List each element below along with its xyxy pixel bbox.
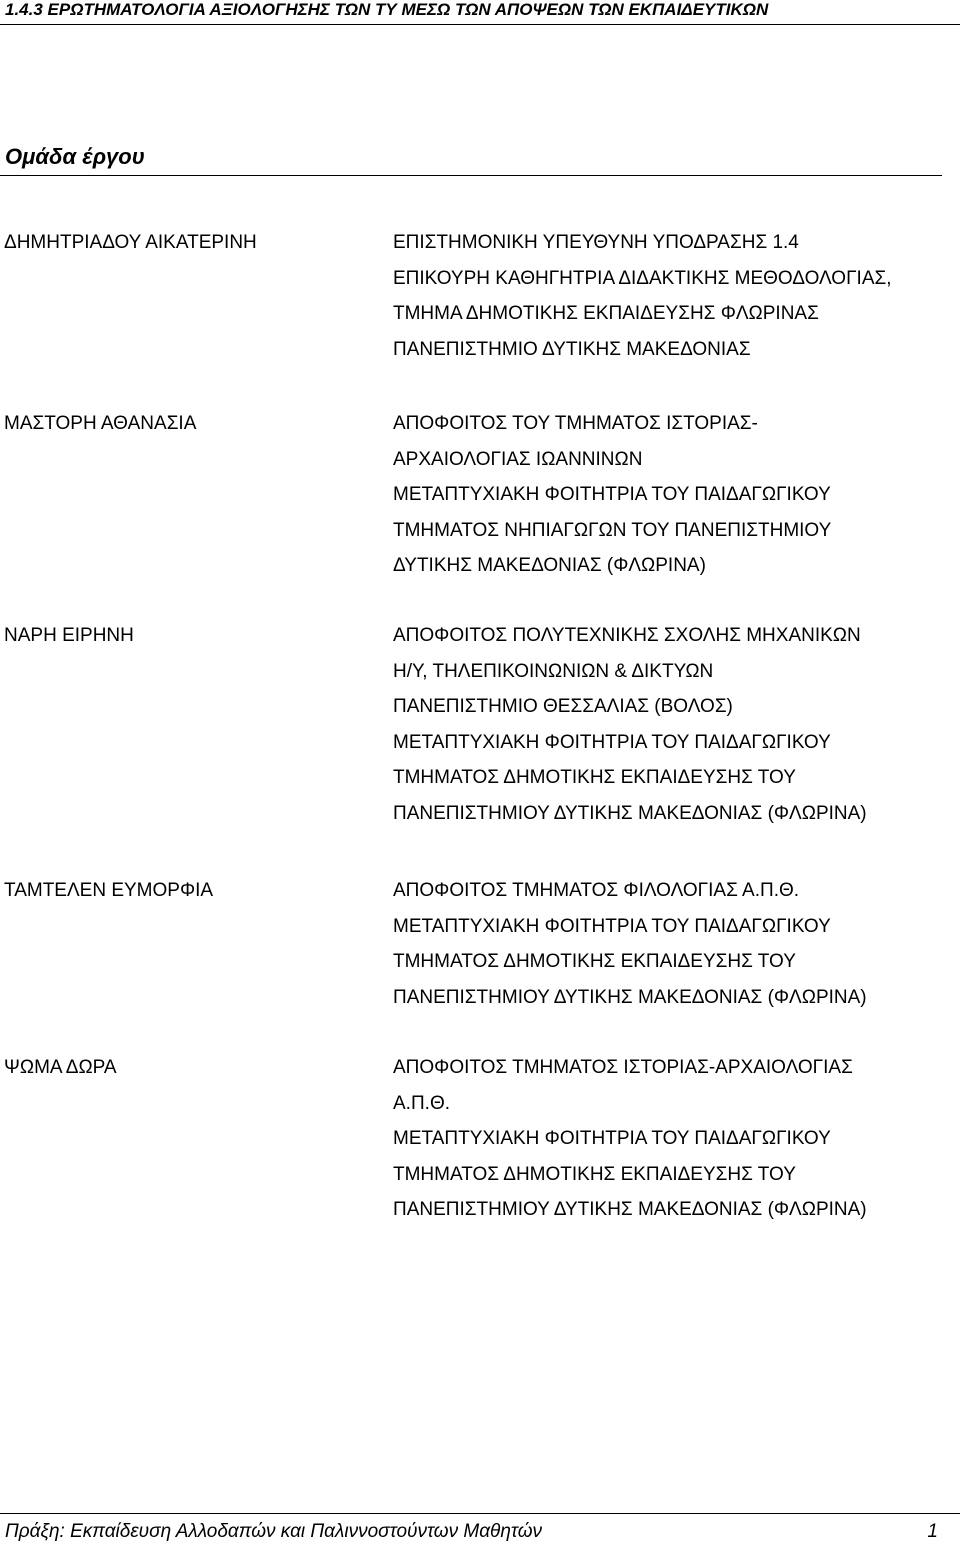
member-description-line: ΜΕΤΑΠΤΥΧΙΑΚΗ ΦΟΙΤΗΤΡΙΑ ΤΟΥ ΠΑΙΔΑΓΩΓΙΚΟΥ — [393, 1128, 831, 1149]
member-description-line: Η/Υ, ΤΗΛΕΠΙΚΟΙΝΩΝΙΩΝ & ΔΙΚΤΥΩΝ — [393, 660, 714, 682]
footer-text: Πράξη: Εκπαίδευση Αλλοδαπών και Παλιννοστούντων Μαθητών — [5, 1521, 543, 1542]
member-description-line: Α.Π.Θ. — [393, 1092, 451, 1114]
member-description-line: ΔΥΤΙΚΗΣ ΜΑΚΕΔΟΝΙΑΣ (ΦΛΩΡΙΝΑ) — [393, 555, 706, 576]
member-description-line: ΜΕΤΑΠΤΥΧΙΑΚΗ ΦΟΙΤΗΤΡΙΑ ΤΟΥ ΠΑΙΔΑΓΩΓΙΚΟΥ — [393, 484, 831, 505]
member-description-line: ΑΠΟΦΟΙΤΟΣ ΠΟΛΥΤΕΧΝΙΚΗΣ ΣΧΟΛΗΣ ΜΗΧΑΝΙΚΩΝ — [393, 625, 861, 646]
header-divider — [0, 24, 960, 25]
page-number: 1 — [927, 1521, 938, 1542]
member-description-line: ΑΡΧΑΙΟΛΟΓΙΑΣ ΙΩΑΝΝΙΝΩΝ — [393, 448, 643, 470]
section-divider — [0, 175, 942, 176]
member-description-line: ΠΑΝΕΠΙΣΤΗΜΙΟΥ ΔΥΤΙΚΗΣ ΜΑΚΕΔΟΝΙΑΣ (ΦΛΩΡΙΝΑ) — [393, 1199, 867, 1220]
member-description-line: ΑΠΟΦΟΙΤΟΣ ΤΟΥ ΤΜΗΜΑΤΟΣ ΙΣΤΟΡΙΑΣ- — [393, 413, 758, 434]
member-name: ΨΩΜΑ ΔΩΡΑ — [4, 1057, 117, 1078]
member-description-line: ΕΠΙΚΟΥΡΗ ΚΑΘΗΓΗΤΡΙΑ ΔΙΔΑΚΤΙΚΗΣ ΜΕΘΟΔΟΛΟΓΙΑΣ, — [393, 267, 892, 289]
member-description — [393, 1050, 867, 1228]
member-description — [393, 225, 892, 367]
member-description-line: ΜΕΤΑΠΤΥΧΙΑΚΗ ΦΟΙΤΗΤΡΙΑ ΤΟΥ ΠΑΙΔΑΓΩΓΙΚΟΥ — [393, 731, 831, 753]
member-name: ΔΗΜΗΤΡΙΑΔΟΥ ΑΙΚΑΤΕΡΙΝΗ — [4, 232, 257, 253]
member-description-line: ΑΠΟΦΟΙΤΟΣ ΤΜΗΜΑΤΟΣ ΙΣΤΟΡΙΑΣ-ΑΡΧΑΙΟΛΟΓΙΑΣ — [393, 1057, 853, 1078]
member-name: ΝΑΡΗ ΕΙΡΗΝΗ — [4, 625, 134, 646]
member-description — [393, 618, 867, 831]
page-header-title: 1.4.3 ΕΡΩΤΗΜΑΤΟΛΟΓΙΑ ΑΞΙΟΛΟΓΗΣΗΣ ΤΩΝ ΤΥ ΜΕΣΩ ΤΩΝ ΑΠΟΨΕΩΝ ΤΩΝ ΕΚΠΑΙΔΕΥΤΙΚΩΝ — [5, 0, 769, 19]
section-title: Ομάδα έργου — [5, 144, 145, 169]
member-name: ΤΑΜΤΕΛΕΝ ΕΥΜΟΡΦΙΑ — [4, 880, 214, 901]
member-description-line: ΜΕΤΑΠΤΥΧΙΑΚΗ ΦΟΙΤΗΤΡΙΑ ΤΟΥ ΠΑΙΔΑΓΩΓΙΚΟΥ — [393, 915, 831, 937]
member-name: ΜΑΣΤΟΡΗ ΑΘΑΝΑΣΙΑ — [4, 413, 197, 434]
member-description-line: ΤΜΗΜΑΤΟΣ ΔΗΜΟΤΙΚΗΣ ΕΚΠΑΙΔΕΥΣΗΣ ΤΟΥ — [393, 1163, 796, 1185]
member-description — [393, 406, 831, 584]
member-description-line: ΑΠΟΦΟΙΤΟΣ ΤΜΗΜΑΤΟΣ ΦΙΛΟΛΟΓΙΑΣ Α.Π.Θ. — [393, 880, 800, 901]
member-description-line: ΤΜΗΜΑΤΟΣ ΔΗΜΟΤΙΚΗΣ ΕΚΠΑΙΔΕΥΣΗΣ ΤΟΥ — [393, 767, 796, 788]
footer-divider — [0, 1513, 960, 1514]
member-description-line: ΠΑΝΕΠΙΣΤΗΜΙΟΥ ΔΥΤΙΚΗΣ ΜΑΚΕΔΟΝΙΑΣ (ΦΛΩΡΙΝΑ) — [393, 802, 867, 824]
member-description-line: ΠΑΝΕΠΙΣΤΗΜΙΟ ΔΥΤΙΚΗΣ ΜΑΚΕΔΟΝΙΑΣ — [393, 338, 751, 360]
member-description-line: ΕΠΙΣΤΗΜΟΝΙΚΗ ΥΠΕΥΘΥΝΗ ΥΠΟΔΡΑΣΗΣ 1.4 — [393, 232, 799, 253]
member-description-line: ΤΜΗΜΑΤΟΣ ΔΗΜΟΤΙΚΗΣ ΕΚΠΑΙΔΕΥΣΗΣ ΤΟΥ — [393, 951, 796, 972]
member-description-line: ΠΑΝΕΠΙΣΤΗΜΙΟΥ ΔΥΤΙΚΗΣ ΜΑΚΕΔΟΝΙΑΣ (ΦΛΩΡΙΝΑ) — [393, 986, 867, 1008]
member-description-line: ΠΑΝΕΠΙΣΤΗΜΙΟ ΘΕΣΣΑΛΙΑΣ (ΒΟΛΟΣ) — [393, 696, 733, 717]
member-description — [393, 873, 867, 1015]
member-description-line: ΤΜΗΜΑ ΔΗΜΟΤΙΚΗΣ ΕΚΠΑΙΔΕΥΣΗΣ ΦΛΩΡΙΝΑΣ — [393, 303, 819, 324]
member-description-line: ΤΜΗΜΑΤΟΣ ΝΗΠΙΑΓΩΓΩΝ ΤΟΥ ΠΑΝΕΠΙΣΤΗΜΙΟΥ — [393, 519, 832, 541]
